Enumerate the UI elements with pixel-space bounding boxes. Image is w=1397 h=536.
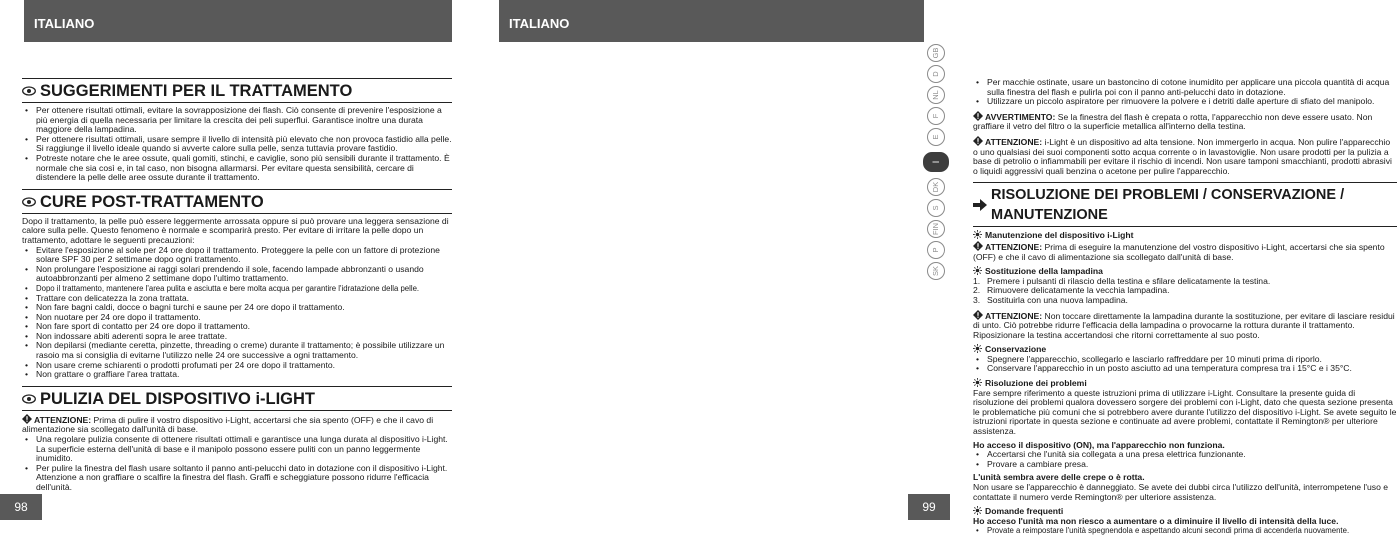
section-title-text: SUGGERIMENTI PER IL TRATTAMENTO xyxy=(40,82,353,100)
question: Ho acceso l'unità ma non riesco a aumentare o a diminuire il livello di intensità della luce. xyxy=(973,515,1339,526)
subheading: Manutenzione del dispositivo i-Light xyxy=(973,230,1397,241)
list-item: 1. Premere i pulsanti di rilascio della testina e sfilare delicatamente la testina. xyxy=(973,275,1271,286)
warning-text: Se la finestra del flash è crepata o rotta, l'apparecchio non deve essere usato. Non graffiare il vetro del filtro o la superficie metallica all'interno della testina. xyxy=(973,111,1373,132)
warning-icon xyxy=(973,241,983,251)
warning-label: AVVERTIMENTO: xyxy=(985,111,1056,122)
section-cleaning xyxy=(22,386,452,411)
language-tab[interactable]: S xyxy=(927,199,945,217)
language-tab[interactable]: NL xyxy=(927,86,945,104)
language-tab[interactable]: SK xyxy=(927,262,945,280)
right-content xyxy=(973,78,1397,536)
eye-icon xyxy=(22,195,36,209)
post-care-list xyxy=(22,246,452,380)
list-item: • Dopo il trattamento, mantenere l'area pulita e asciutta e bere molta acqua per garantire l'idratazione della pelle. xyxy=(22,284,452,294)
list-item: • Per ottenere risultati ottimali, evitare la sovrapposizione dei flash. Ciò consente di prevenire l'esposizione a più energia di quella necessaria per limitare la crescita dei peli superflui. Garantisce inoltre una durata maggiore della lampadina. xyxy=(22,106,452,135)
list-item: • Per macchie ostinate, usare un bastoncino di cotone inumidito per applicare una piccola quantità di acqua sulla finestra del flash e pulirla poi con il panno anti-pelucchi dato in dotazione. xyxy=(973,78,1397,97)
list-item: • Trattare con delicatezza la zona trattata. xyxy=(22,294,452,304)
eye-icon xyxy=(22,84,36,98)
storage-list xyxy=(973,355,1397,374)
list-item: • Non fare bagni caldi, docce o bagni turchi e saune per 24 ore dopo il trattamento. xyxy=(22,303,452,313)
list-item: • Non usare creme schiarenti o prodotti profumati per 24 ore dopo il trattamento. xyxy=(22,361,452,371)
list-item: • Accertarsi che l'unità sia collegata a una presa elettrica funzionante. xyxy=(973,450,1397,460)
sun-icon xyxy=(973,266,982,275)
subheading: Risoluzione dei problemi xyxy=(973,378,1397,389)
list-item: • Per pulire la finestra del flash usare soltanto il panno anti-pelucchi dato in dotazione con il dispositivo i-Light. Attenzione a non graffiare o scalfire la finestra del flash. Graffi e scheggiature possono ridurre l'efficacia dell'unità. xyxy=(22,464,452,493)
eye-icon xyxy=(22,392,36,406)
list-item: • Provate a reimpostare l'unità spegnendola e aspettando alcuni secondi prima di accenderla nuovamente. xyxy=(973,526,1397,536)
list-item: • Per ottenere risultati ottimali, usare sempre il livello di intensità più elevato che non provoca fastidio alla pelle. Si raggiunge il livello ideale quando si avverte calore sulla pelle, senza tuttavia provare fastidio. xyxy=(22,135,452,154)
list-item: • Non prolungare l'esposizione ai raggi solari prendendo il sole, facendo lampade abbronzanti o usando autoabbronzanti per almeno 2 settimane dopo l'ultimo trattamento. xyxy=(22,265,452,284)
section-title-text: RISOLUZIONE DEI PROBLEMI / CONSERVAZIONE / MANUTENZIONE xyxy=(991,187,1345,224)
warning-icon xyxy=(973,111,983,121)
right-header-bar: ITALIANO xyxy=(499,0,924,42)
subheading: Conservazione xyxy=(973,344,1397,355)
warning-text: i-Light è un dispositivo ad alta tensione. Non immergerlo in acqua. Non pulire l'apparecchio o uno qualsiasi dei suoi componenti sotto acqua corrente o in lavastoviglie. Non usare prodotti per la pulizia a base di petrolio o infiammabili per evitare il rischio di incendi. Non usare tamponi smacchianti, prodotti abrasivi o liquidi aggressivi quali benzina o acetone per pulire l'apparecchio. xyxy=(973,136,1392,176)
subheading: Domande frequenti xyxy=(973,506,1397,517)
question: L'unità sembra avere delle crepe o è rotta. xyxy=(973,472,1145,483)
post-care-intro: Dopo il trattamento, la pelle può essere leggermente arrossata oppure si può provare una leggera sensazione di calore sulla pelle. Questo fenomeno è normale e scomparirà presto. Per evitare di irritare la pelle dopo un trattamento, adottare le seguenti precauzioni: xyxy=(22,215,449,245)
tips-list xyxy=(22,106,452,183)
lamp-steps xyxy=(973,277,1397,306)
section-troubleshooting xyxy=(973,182,1397,227)
section-title-text: PULIZIA DEL DISPOSITIVO i-LIGHT xyxy=(40,389,316,408)
warning-text: Prima di eseguire la manutenzione del vostro dispositivo i-Light, accertarsi che sia spento (OFF) e che il cavo di alimentazione sia scollegato dall'unità di base. xyxy=(973,241,1385,262)
list-item: • Spegnere l'apparecchio, scollegarlo e lasciarlo raffreddare per 10 minuti prima di riporlo. xyxy=(973,355,1397,365)
list-item: 3. Sostituirla con una nuova lampadina. xyxy=(973,294,1128,305)
left-page xyxy=(0,0,475,520)
left-header-bar: ITALIANO xyxy=(24,0,452,42)
section-post-care xyxy=(22,189,452,214)
list-item: 2. Rimuovere delicatamente la vecchia lampadina. xyxy=(973,285,1170,296)
answer-text: Non usare se l'apparecchio è danneggiato. Se avete dei dubbi circa l'utilizzo dell'unità, interrompetene l'uso e contattate il numero verde Remington® per ulteriore assistenza. xyxy=(973,482,1389,502)
cleaning-list xyxy=(22,435,452,493)
list-item: • Non grattare o graffiare l'area trattata. xyxy=(22,370,452,380)
warning-paragraph xyxy=(973,136,1397,176)
language-tab-active[interactable]: I xyxy=(923,152,949,172)
right-page xyxy=(475,0,1397,536)
sun-icon xyxy=(973,230,982,239)
list-item: • Evitare l'esposizione al sole per 24 ore dopo il trattamento. Proteggere la pelle con un fattore di protezione solare SPF 30 per 2 settimane dopo ogni trattamento. xyxy=(22,246,452,265)
warning-text: Non toccare direttamente la lampadina durante la sostituzione, per evitare di lasciare residui di unto. Ciò potrebbe ridurre l'efficacia della lampadina o provocarne la rottura durante il trattamento. Riposizionare la testina accertandosi che ritorni correttamente al suo posto. xyxy=(973,310,1395,340)
warning-label: ATTENZIONE: xyxy=(985,136,1043,147)
language-tabs xyxy=(922,44,950,494)
warning-text: Prima di pulire il vostro dispositivo i-Light, accertarsi che sia spento (OFF) e che il cavo di alimentazione sia scollegato dall'unità di base. xyxy=(22,414,434,435)
language-tab[interactable]: FIN xyxy=(927,220,945,238)
warning-label: ATTENZIONE: xyxy=(34,414,92,425)
warning-paragraph xyxy=(973,310,1397,341)
page-number-right: 99 xyxy=(908,494,950,520)
list-item: • Non fare sport di contatto per 24 ore dopo il trattamento. xyxy=(22,322,452,332)
list-item: • Non indossare abiti aderenti sopra le aree trattate. xyxy=(22,332,452,342)
sun-icon xyxy=(973,378,982,387)
list-item: • Non nuotare per 24 ore dopo il trattamento. xyxy=(22,313,452,323)
answer-list xyxy=(973,526,1397,536)
warning-icon xyxy=(973,136,983,146)
language-tab[interactable]: D xyxy=(927,65,945,83)
section-treatment-tips xyxy=(22,78,452,103)
cleaning-continued-list xyxy=(973,78,1397,107)
subheading: Sostituzione della lampadina xyxy=(973,266,1397,277)
warning-paragraph xyxy=(973,241,1397,262)
troubleshooting-text: Fare sempre riferimento a queste istruzioni prima di utilizzare i-Light. Consultare la presente guida di risoluzione dei problemi qualora dovessero sorgere dei problemi con i-Light, dato che questa sezione presenta le problematiche più comuni che si potrebbero avere durante l'utilizzo del dispositivo i-Light. Se avete seguito le istruzioni riportate in questa sezione e continuate ad avere problemi, contattate il Remington® per ulteriore assistenza. xyxy=(973,387,1397,437)
language-tab[interactable]: F xyxy=(927,107,945,125)
sun-icon xyxy=(973,506,982,515)
list-item: • Una regolare pulizia consente di ottenere risultati ottimali e garantisce una lunga durata al dispositivo i-Light. La superficie esterna dell'unità di base e il manipolo possono essere puliti con un panno leggermente inumidito. xyxy=(22,435,452,464)
warning-label: ATTENZIONE: xyxy=(985,310,1043,321)
cleaning-warning xyxy=(22,414,452,435)
warning-paragraph xyxy=(973,111,1397,132)
warning-icon xyxy=(973,310,983,320)
warning-icon xyxy=(22,414,32,424)
language-tab[interactable]: P xyxy=(927,241,945,259)
section-title-text: CURE POST-TRATTAMENTO xyxy=(40,192,264,211)
list-item: • Potreste notare che le aree ossute, quali gomiti, stinchi, e caviglie, sono più sensibili durante il trattamento. È normale che sia così e, in tal caso, non bisogna allarmarsi. Per evitare questa sensibilità, cercare di distendere la pelle delle aree ossute durante il trattamento. xyxy=(22,154,452,183)
warning-label: ATTENZIONE: xyxy=(985,241,1043,252)
language-tab[interactable]: E xyxy=(927,128,945,146)
list-item: • Conservare l'apparecchio in un posto asciutto ad una temperatura compresa tra i 15°C e i 35°C. xyxy=(973,364,1397,374)
language-tab[interactable]: GB xyxy=(927,44,945,62)
answer-list xyxy=(973,450,1397,469)
page-number-left: 98 xyxy=(0,494,42,520)
list-item: • Non depilarsi (mediante ceretta, pinzette, threading o creme) durante il trattamento; è possibile utilizzare un rasoio ma si consiglia di evitarne l'utilizzo nelle 24 ore successive a ogni trattamento. xyxy=(22,341,452,360)
list-item: • Provare a cambiare presa. xyxy=(973,460,1397,470)
left-content xyxy=(22,78,452,493)
language-tab[interactable]: DK xyxy=(927,178,945,196)
question: Ho acceso il dispositivo (ON), ma l'apparecchio non funziona. xyxy=(973,439,1225,450)
arrow-right-icon xyxy=(973,199,987,211)
sun-icon xyxy=(973,344,982,353)
list-item: • Utilizzare un piccolo aspiratore per rimuovere la polvere e i detriti dalle aperture di sfiato del manipolo. xyxy=(973,97,1397,107)
